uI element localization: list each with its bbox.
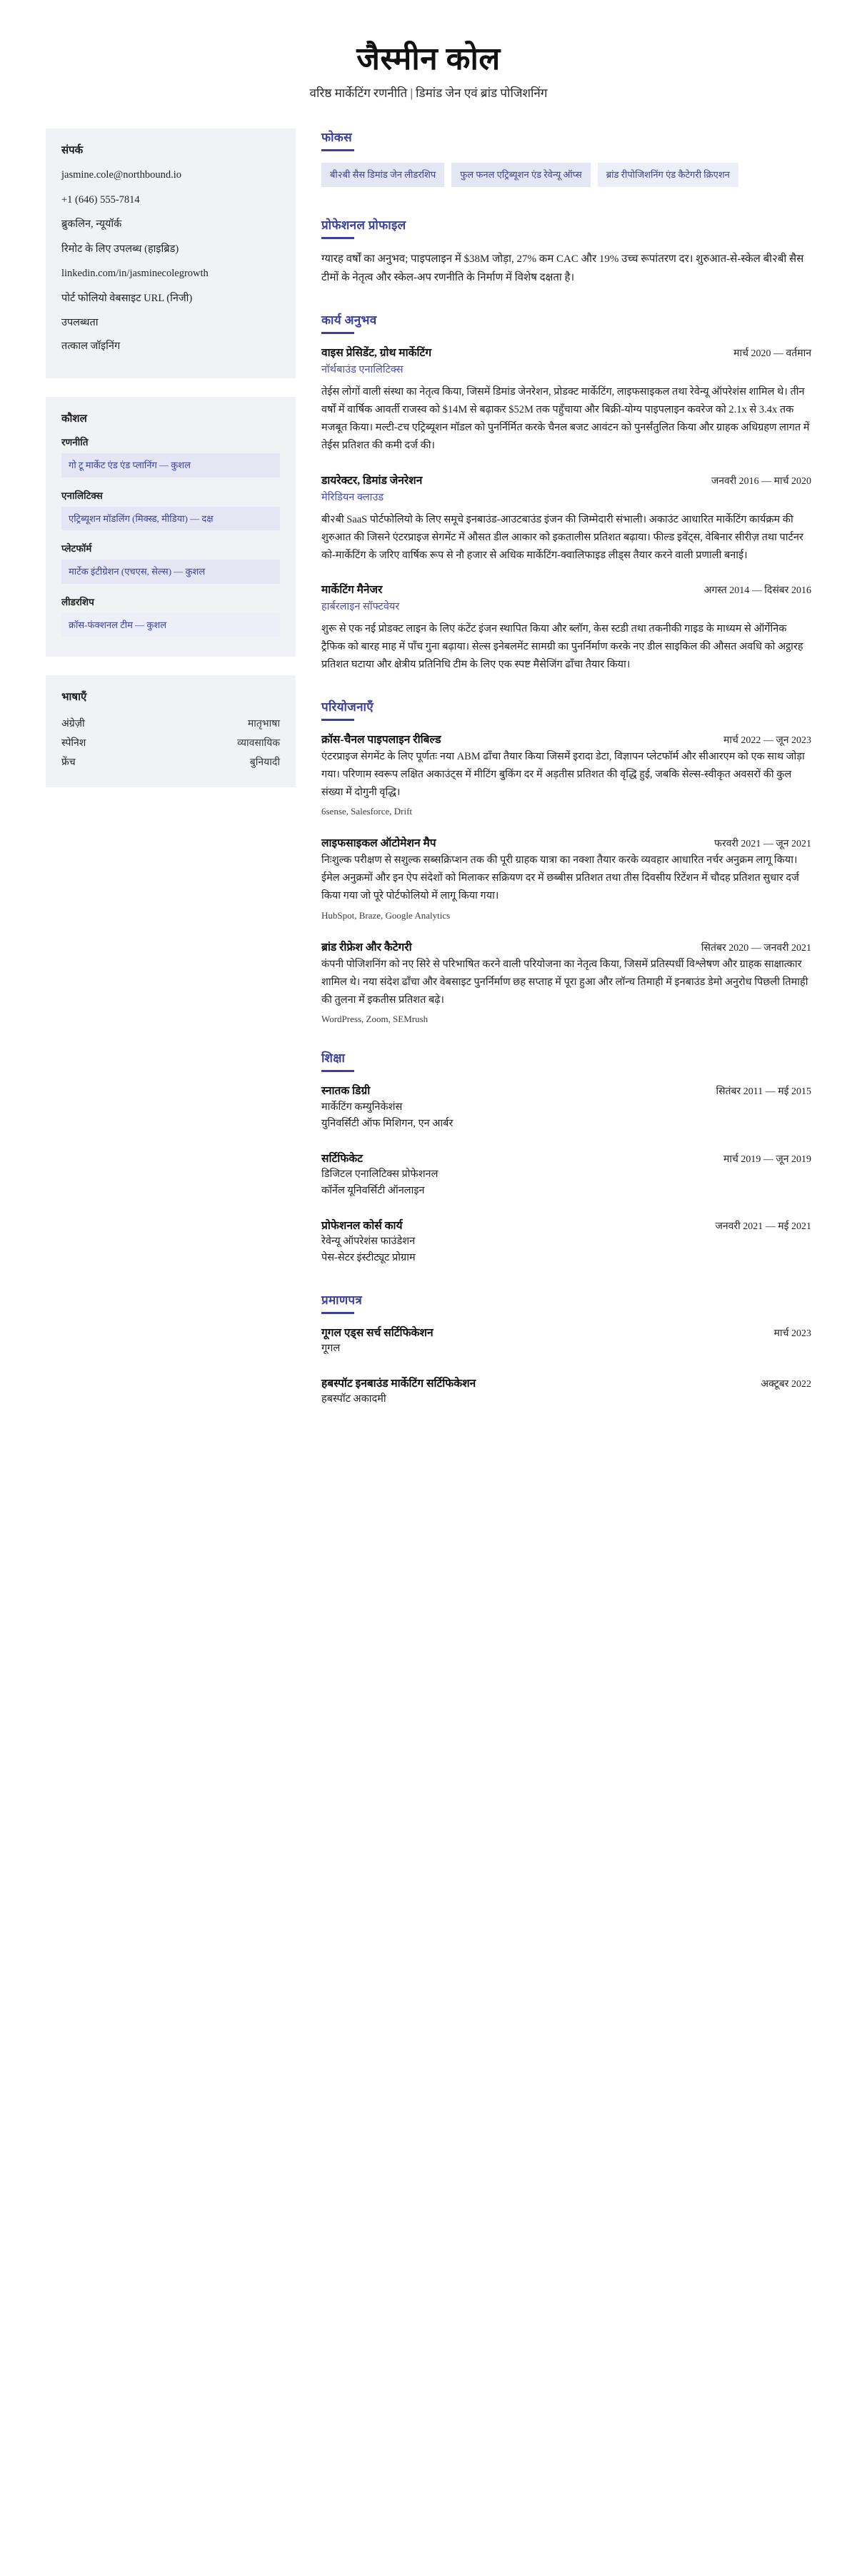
languages-title: भाषाएँ	[61, 692, 87, 704]
language-level: मातृभाषा	[247, 719, 280, 730]
contact-title: संपर्क	[61, 145, 84, 157]
contact-linkedin[interactable]: linkedin.com/in/jasminecolegrowth	[61, 268, 209, 280]
experience-entry	[321, 345, 811, 454]
section-divider	[321, 1312, 354, 1314]
education-entry	[321, 1151, 811, 1200]
skill-chip: एट्रिब्यूशन मॉडलिंग (मिक्स्ड, मीडिया) — दक्ष	[61, 507, 280, 531]
certification-issuer: गूगल	[321, 1343, 341, 1355]
entry-header	[321, 345, 811, 361]
main-column	[321, 128, 811, 1432]
projects-title: परियोजनाएँ	[321, 699, 374, 714]
entry-dates: फरवरी 2021 — जून 2021	[714, 839, 811, 850]
entry-role: डायरेक्टर, डिमांड जेनरेशन	[321, 474, 423, 487]
certification-name: गूगल एड्स सर्च सर्टिफिकेशन	[321, 1326, 433, 1339]
contact-availability-value: तत्काल जॉइनिंग	[61, 340, 121, 352]
project-name: क्रॉस-चैनल पाइपलाइन रीबिल्ड	[321, 733, 441, 746]
entry-dates: सितंबर 2020 — जनवरी 2021	[701, 942, 811, 954]
skill-group	[61, 542, 280, 584]
skill-chip: गो टू मार्केट एंड एंड प्लानिंग — कुशल	[61, 453, 280, 478]
education-institution: कॉर्नेल यूनिवर्सिटी ऑनलाइन	[321, 1185, 425, 1197]
education-degree: प्रोफेशनल कोर्स कार्य	[321, 1219, 403, 1232]
education-section	[321, 1049, 811, 1266]
resume-header	[46, 41, 811, 101]
entry-header	[321, 1325, 811, 1341]
entry-header	[321, 473, 811, 489]
education-degree: सर्टिफिकेट	[321, 1152, 363, 1165]
project-entry	[321, 732, 811, 818]
focus-section	[321, 128, 811, 192]
entry-description: शुरू से एक नई प्रोडक्ट लाइन के लिए कंटेंट इंजन स्थापित किया और ब्लॉग, केस स्टडी तथा तकनीकी गाइड के माध्यम से ऑर्गेनिक ट्रैफिक को बारह माह में पाँच गुना बढ़ाया। सेल्स इनेबलमेंट सामग्री का पुनर्निर्माण करके नए डील साइकिल की औसत अवधि को अट्ठारह प्रतिशत घटाया और क्षेत्रीय प्रतिनिधि टीम के लिए एक स्पष्ट मैसेजिंग ढाँचा तैयार किया।	[321, 623, 803, 671]
entry-description: बी२बी SaaS पोर्टफोलियो के लिए समूचे इनबाउंड-आउटबाउंड इंजन की जिम्मेदारी संभाली। अकाउंट आधारित मार्केटिंग कार्यक्रम की शुरुआत की जिसने एंटरप्राइज सेगमेंट में औसत डील आकार को इकतालीस प्रतिशत बढ़ाया। फील्ड इवेंट्स, वेबिनार सीरीज़ तथा पार्टनर को-मार्केटिंग के जरिए वार्षिक रूप से नौ हजार से अधिक मार्केटिंग-क्वालिफाइड लीड्स तैयार करने वाली प्रणाली बनाई।	[321, 513, 803, 561]
entry-description: निःशुल्क परीक्षण से सशुल्क सब्सक्रिप्शन तक की पूरी ग्राहक यात्रा का नक्शा तैयार करके व्यवहार आधारित नर्चर अनुक्रम लागू किया। ईमेल अनुक्रमों और इन ऐप संदेशों को मिलाकर सक्रियण दर में छब्बीस प्रतिशत तथा तीस दिवसीय रिटेंशन में चौदह प्रतिशत सुधार दर्ज किया गया जो पूरे पोर्टफोलियो में लागू किया गया।	[321, 854, 799, 902]
focus-chip: बी२बी सैस डिमांड जेन लीडरशिप	[321, 163, 444, 187]
section-divider	[321, 149, 354, 151]
language-row	[61, 714, 280, 733]
entry-dates: जनवरी 2021 — मई 2021	[715, 1221, 811, 1232]
entry-header	[321, 1218, 811, 1234]
focus-chip-list	[321, 163, 811, 192]
education-entry	[321, 1084, 811, 1132]
sidebar-column	[46, 128, 296, 806]
certifications-section	[321, 1291, 811, 1408]
entry-header	[321, 836, 811, 852]
certification-entry	[321, 1376, 811, 1408]
entry-dates: अक्टूबर 2022	[761, 1378, 811, 1390]
project-tools: 6sense, Salesforce, Drift	[321, 806, 413, 817]
candidate-headline: वरिष्ठ मार्केटिंग रणनीति | डिमांड जेन एवं ब्रांड पोजिशनिंग	[309, 86, 548, 100]
entry-header	[321, 1084, 811, 1099]
contact-availability-mode: रिमोट के लिए उपलब्ध (हाइब्रिड)	[61, 243, 179, 255]
education-entry	[321, 1218, 811, 1267]
education-degree: स्नातक डिग्री	[321, 1085, 371, 1098]
entry-header	[321, 1151, 811, 1167]
project-tools: WordPress, Zoom, SEMrush	[321, 1014, 428, 1025]
summary-text: ग्यारह वर्षों का अनुभव; पाइपलाइन में $38M जोड़ा, 27% कम CAC और 19% उच्च रूपांतरण दर। शुरुआत-से-स्केल बी२बी सैस टीमों के नेतृत्व और स्केल-अप रणनीति के निर्माण में विशेष दक्षता है।	[321, 253, 804, 283]
education-institution: पेस-सेटर इंस्टीट्यूट प्रोग्राम	[321, 1252, 416, 1264]
languages-panel	[46, 675, 296, 787]
projects-section	[321, 698, 811, 1026]
entry-dates: मार्च 2023	[773, 1328, 811, 1339]
entry-organization: नॉर्थबाउंड एनालिटिक्स	[321, 364, 404, 376]
skill-group	[61, 489, 280, 531]
summary-section	[321, 216, 811, 288]
entry-header	[321, 732, 811, 748]
entry-description: कंपनी पोजिशनिंग को नए सिरे से परिभाषित करने वाली परियोजना का नेतृत्व किया, जिसमें प्रतिस्पर्धी विश्लेषण और ग्राहक साक्षात्कार शामिल थे। नया संदेश ढाँचा और वेबसाइट पुनर्निर्माण छह सप्ताह में पूरा हुआ और लॉन्च तिमाही में इनबाउंड डेमो अनुरोध पिछली तिमाही की तुलना में इकतीस प्रतिशत बढ़े।	[321, 958, 808, 1006]
focus-title: फोकस	[321, 131, 352, 145]
entry-dates: मार्च 2020 — वर्तमान	[733, 348, 811, 360]
certification-name: हबस्पॉट इनबाउंड मार्केटिंग सर्टिफिकेशन	[321, 1377, 476, 1390]
education-field: रेवेन्यू ऑपरेशंस फाउंडेशन	[321, 1236, 416, 1248]
education-field: मार्केटिंग कम्युनिकेशंस	[321, 1101, 403, 1113]
experience-title: कार्य अनुभव	[321, 313, 377, 328]
entry-dates: सितंबर 2011 — मई 2015	[716, 1086, 811, 1098]
entry-dates: मार्च 2022 — जून 2023	[723, 734, 811, 746]
experience-entry	[321, 582, 811, 674]
section-divider	[321, 237, 354, 239]
experience-section	[321, 311, 811, 673]
certification-entry	[321, 1325, 811, 1358]
skill-chip: मार्टेक इंटीग्रेशन (एचएस, सेल्स) — कुशल	[61, 560, 280, 584]
entry-header	[321, 1376, 811, 1392]
contact-portfolio[interactable]: पोर्ट फोलियो वेबसाइट URL (निजी)	[61, 292, 193, 304]
skill-chip: क्रॉस-फंक्शनल टीम — कुशल	[61, 613, 280, 637]
entry-header	[321, 940, 811, 956]
skill-group-label: एनालिटिक्स	[61, 490, 103, 501]
skills-title: कौशल	[61, 413, 87, 425]
entry-description: तेईस लोगों वाली संस्था का नेतृत्व किया, जिसमें डिमांड जेनरेशन, प्रोडक्ट मार्केटिंग, लाइफसाइकल तथा रेवेन्यू ऑपरेशंस शामिल थे। तीन वर्षों में वार्षिक आवर्ती राजस्व को $14M से बढ़ाकर $52M तक पहुँचाया और बिक्री-योग्य पाइपलाइन कवरेज को 2.1x से 3.4x तक मजबूत किया। मल्टी-टच एट्रिब्यूशन मॉडल को पुनर्निर्मित करके चैनल बजट आवंटन को पुनर्संतुलित किया और ग्राहक अधिग्रहण लागत में तेईस प्रतिशत की कमी दर्ज की।	[321, 386, 810, 451]
section-divider	[321, 332, 354, 334]
contact-location: ब्रुकलिन, न्यूयॉर्क	[61, 218, 122, 231]
section-divider	[321, 1070, 354, 1072]
project-name: ब्रांड रीफ्रेश और कैटेगरी	[321, 941, 412, 954]
entry-dates: मार्च 2019 — जून 2019	[723, 1153, 811, 1165]
project-entry	[321, 836, 811, 921]
skill-group-label: लीडरशिप	[61, 596, 94, 607]
summary-title: प्रोफेशनल प्रोफाइल	[321, 218, 406, 232]
candidate-name: जैस्मीन कोल	[356, 41, 501, 76]
skill-group	[61, 595, 280, 637]
education-institution: युनिवर्सिटी ऑफ मिशिगन, एन आर्बर	[321, 1118, 453, 1130]
entry-role: वाइस प्रेसिडेंट, ग्रोथ मार्केटिंग	[321, 347, 432, 360]
contact-availability-label: उपलब्धता	[61, 317, 99, 329]
project-name: लाइफसाइकल ऑटोमेशन मैप	[321, 837, 436, 850]
contact-phone[interactable]: +1 (646) 555-7814	[61, 193, 140, 206]
language-level: बुनियादी	[249, 757, 280, 769]
skill-group-label: प्लेटफॉर्म	[61, 543, 92, 555]
certifications-title: प्रमाणपत्र	[321, 1293, 363, 1307]
resume-body	[46, 128, 811, 1432]
skills-panel	[46, 397, 296, 657]
skill-group	[61, 435, 280, 478]
entry-organization: हार्बरलाइन सॉफ्टवेयर	[321, 601, 400, 613]
section-divider	[321, 719, 354, 721]
entry-organization: मेरिडियन क्लाउड	[321, 491, 384, 503]
project-tools: HubSpot, Braze, Google Analytics	[321, 909, 451, 921]
certification-issuer: हबस्पॉट अकादमी	[321, 1393, 386, 1405]
entry-role: मार्केटिंग मैनेजर	[321, 584, 383, 597]
languages-table	[61, 714, 280, 772]
entry-description: एंटरप्राइज सेगमेंट के लिए पूर्णतः नया ABM ढाँचा तैयार किया जिसमें इरादा डेटा, विज्ञापन प्लेटफॉर्म और सीआरएम को एक साथ जोड़ा गया। परिणाम स्वरूप लक्षित अकाउंट्स में मीटिंग बुकिंग दर में अड़तीस प्रतिशत की वृद्धि हुई, जबकि सेल्स-स्वीकृत अवसरों की कुल संख्या में दोगुनी वृद्धि।	[321, 750, 805, 798]
focus-chip: ब्रांड रीपोजिशनिंग एंड कैटेगरी क्रिएशन	[598, 163, 738, 187]
language-name: स्पेनिश	[61, 738, 86, 749]
entry-header	[321, 582, 811, 598]
language-row	[61, 733, 280, 752]
project-entry	[321, 940, 811, 1026]
education-field: डिजिटल एनालिटिक्स प्रोफेशनल	[321, 1168, 438, 1181]
language-name: अंग्रेज़ी	[61, 719, 85, 730]
education-title: शिक्षा	[321, 1051, 346, 1066]
contact-email[interactable]: jasmine.cole@northbound.io	[61, 169, 181, 181]
entry-dates: अगस्त 2014 — दिसंबर 2016	[703, 585, 811, 597]
language-row	[61, 752, 280, 772]
language-name: फ्रेंच	[61, 757, 76, 769]
experience-entry	[321, 473, 811, 565]
contact-panel	[46, 128, 296, 378]
focus-chip: फुल फनल एट्रिब्यूशन एंड रेवेन्यू ऑप्स	[451, 163, 590, 187]
entry-dates: जनवरी 2016 — मार्च 2020	[711, 475, 811, 487]
skill-group-label: रणनीति	[61, 437, 89, 448]
language-level: व्यावसायिक	[237, 738, 280, 749]
